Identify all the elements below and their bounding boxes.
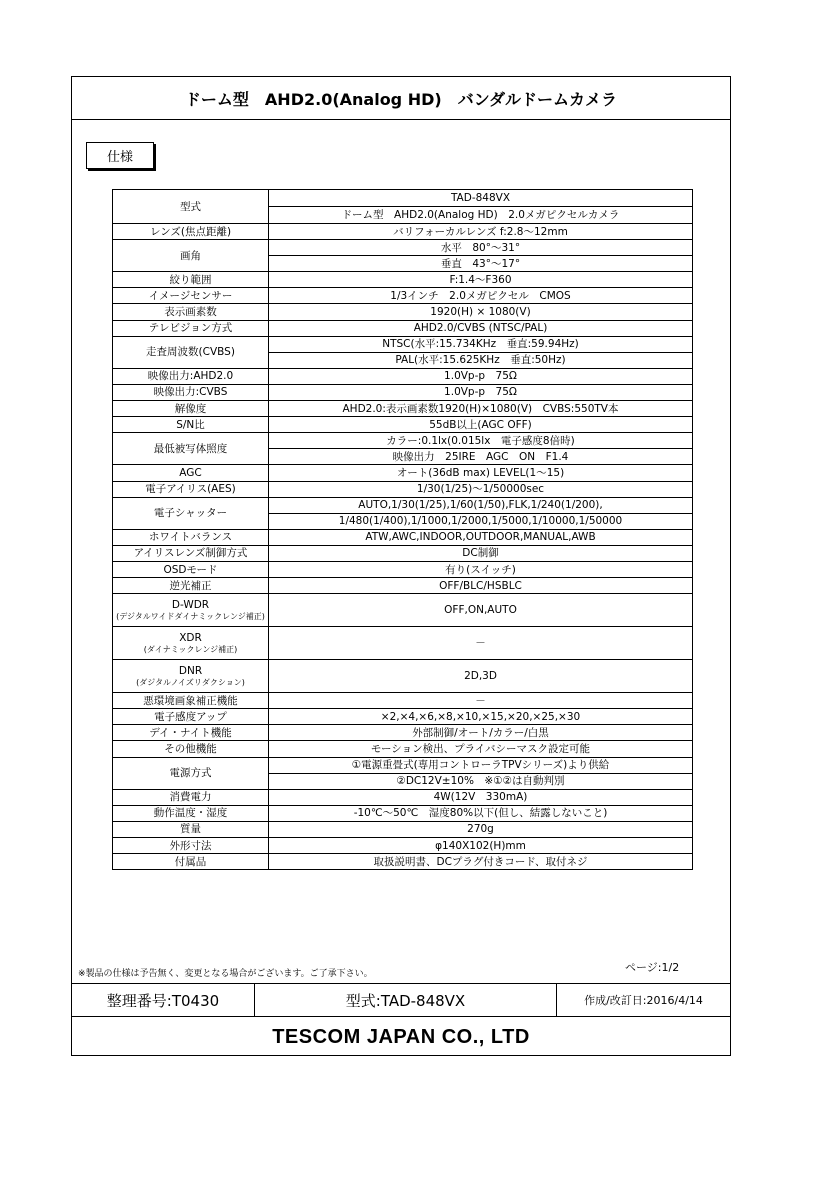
spec-key: [113, 821, 269, 837]
spec-key: [113, 757, 269, 789]
spec-key-label: 外形寸法: [169, 839, 212, 852]
disclaimer-note: ※製品の仕様は予告無く、変更となる場合がございます。ご了承下さい。: [78, 969, 373, 979]
spec-key: [113, 838, 269, 854]
spec-row: [113, 433, 693, 449]
document-frame: [71, 76, 731, 1056]
spec-key-label: XDR: [179, 632, 202, 645]
reference-number: 整理番号:T0430: [72, 984, 255, 1016]
spec-value: OFF/BLC/HSBLC: [269, 578, 693, 594]
spec-value: 取扱説明書、DCプラグ付きコード、取付ネジ: [269, 854, 693, 870]
spec-value: AHD2.0/CVBS (NTSC/PAL): [269, 320, 693, 336]
spec-row: [113, 578, 693, 594]
spec-value: AHD2.0:表示画素数1920(H)×1080(V) CVBS:550TV本: [269, 401, 693, 417]
footer-model: 型式:TAD-848VX: [255, 984, 557, 1016]
spec-key-label: 電子感度アップ: [154, 710, 227, 723]
spec-value: カラー:0.1lx(0.015lx 電子感度8倍時): [269, 433, 693, 449]
spec-table: [112, 189, 693, 870]
spec-row: [113, 693, 693, 709]
spec-key: [113, 401, 269, 417]
spec-key-label: 走査周波数(CVBS): [146, 346, 235, 359]
spec-key-label: デイ・ナイト機能: [149, 726, 232, 739]
spec-value: 外部制御/オート/カラー/白黒: [269, 725, 693, 741]
spec-row: [113, 627, 693, 660]
spec-value: 1/3インチ 2.0メガピクセル CMOS: [269, 288, 693, 304]
spec-key-sublabel: (ダジタルノイズリダクション): [136, 678, 245, 688]
spec-key: [113, 304, 269, 320]
spec-value: ②DC12V±10% ※①②は自動判別: [269, 773, 693, 789]
spec-value: 55dB以上(AGC OFF): [269, 417, 693, 433]
spec-row: [113, 497, 693, 513]
spec-row: [113, 417, 693, 433]
spec-value: バリフォーカルレンズ f:2.8～12mm: [269, 224, 693, 240]
spec-key-label: OSDモード: [163, 563, 218, 576]
spec-key: [113, 320, 269, 336]
spec-key-label: 電子シャッター: [153, 507, 228, 520]
spec-value: ドーム型 AHD2.0(Analog HD) 2.0メガピクセルカメラ: [269, 207, 693, 224]
spec-key-label: 消費電力: [169, 791, 212, 804]
spec-value: F:1.4～F360: [269, 272, 693, 288]
spec-key: [113, 789, 269, 805]
spec-row: [113, 481, 693, 497]
spec-key: [113, 288, 269, 304]
spec-key-label: アイリスレンズ制御方式: [133, 547, 248, 560]
spec-row: [113, 838, 693, 854]
spec-row: [113, 190, 693, 207]
spec-key-label: レンズ(焦点距離): [149, 225, 232, 238]
spec-key-label: DNR: [178, 665, 203, 678]
spec-key: [113, 578, 269, 594]
spec-key-label: イメージセンサー: [148, 289, 233, 302]
spec-value: 水平 80°～31°: [269, 240, 693, 256]
spec-row: [113, 336, 693, 352]
spec-value: 1/30(1/25)～1/50000sec: [269, 481, 693, 497]
spec-value: 垂直 43°～17°: [269, 256, 693, 272]
spec-key-label: 最低被写体照度: [153, 442, 228, 455]
spec-row: [113, 789, 693, 805]
spec-key: [113, 660, 269, 693]
spec-key-label: 解像度: [174, 402, 207, 415]
spec-row: [113, 304, 693, 320]
spec-row: [113, 757, 693, 773]
spec-value: －: [269, 627, 693, 660]
spec-key-label: 映像出力:CVBS: [153, 386, 228, 399]
page-number: ページ:1/2: [625, 961, 680, 974]
revision-date: 作成/改訂日:2016/4/14: [584, 994, 703, 1007]
spec-row: [113, 741, 693, 757]
spec-key: [113, 545, 269, 561]
spec-key: [113, 594, 269, 627]
spec-value: 4W(12V 330mA): [269, 789, 693, 805]
spec-key-label: AGC: [179, 466, 202, 479]
spec-value: 1.0Vp-p 75Ω: [269, 384, 693, 400]
spec-key: [113, 368, 269, 384]
spec-row: [113, 821, 693, 837]
spec-row: [113, 709, 693, 725]
spec-row: [113, 561, 693, 577]
spec-value: 1/480(1/400),1/1000,1/2000,1/5000,1/10000,1/50000: [269, 513, 693, 529]
spec-value: －: [269, 693, 693, 709]
spec-key-label: テレビジョン方式: [148, 322, 233, 335]
spec-key: [113, 433, 269, 465]
spec-key-label: 質量: [180, 823, 201, 836]
spec-row: [113, 384, 693, 400]
spec-value: PAL(水平:15.625KHz 垂直:50Hz): [269, 352, 693, 368]
spec-value: DC制御: [269, 545, 693, 561]
company-name: TESCOM JAPAN CO., LTD: [272, 1025, 530, 1048]
spec-key: [113, 224, 269, 240]
spec-key: [113, 190, 269, 224]
section-label: 仕様: [86, 142, 154, 169]
spec-value: 270g: [269, 821, 693, 837]
spec-key-label: 動作温度・湿度: [153, 807, 228, 820]
spec-row: [113, 240, 693, 256]
spec-key-label: S/N比: [176, 418, 205, 431]
spec-key-label: 付属品: [174, 855, 207, 868]
spec-key: [113, 417, 269, 433]
spec-key: [113, 627, 269, 660]
spec-value: φ140X102(H)mm: [269, 838, 693, 854]
spec-row: [113, 320, 693, 336]
spec-key-label: 電源方式: [169, 767, 212, 780]
spec-key-label: 電子アイリス(AES): [145, 483, 236, 496]
spec-value: オート(36dB max) LEVEL(1～15): [269, 465, 693, 481]
spec-value: -10℃～50℃ 湿度80%以下(但し、結露しないこと): [269, 805, 693, 821]
spec-key-label: ホワイトバランス: [148, 531, 233, 544]
spec-row: [113, 224, 693, 240]
spec-key-label: 映像出力:AHD2.0: [147, 370, 234, 383]
spec-key-label: 表示画素数: [164, 306, 217, 319]
spec-value: 有り(スイッチ): [269, 561, 693, 577]
spec-key-label: 画角: [180, 249, 201, 262]
spec-row: [113, 594, 693, 627]
spec-value: NTSC(水平:15.734KHz 垂直:59.94Hz): [269, 336, 693, 352]
spec-key: [113, 805, 269, 821]
spec-row: [113, 660, 693, 693]
spec-key: [113, 529, 269, 545]
spec-value: OFF,ON,AUTO: [269, 594, 693, 627]
spec-row: [113, 854, 693, 870]
spec-value: 1.0Vp-p 75Ω: [269, 368, 693, 384]
spec-row: [113, 529, 693, 545]
spec-value: ×2,×4,×6,×8,×10,×15,×20,×25,×30: [269, 709, 693, 725]
spec-key-sublabel: (ダイナミックレンジ補正): [143, 645, 238, 655]
spec-key: [113, 336, 269, 368]
spec-key: [113, 854, 269, 870]
spec-key: [113, 384, 269, 400]
spec-value: 1920(H) × 1080(V): [269, 304, 693, 320]
spec-value: ATW,AWC,INDOOR,OUTDOOR,MANUAL,AWB: [269, 529, 693, 545]
spec-key: [113, 465, 269, 481]
spec-key: [113, 240, 269, 272]
spec-key: [113, 709, 269, 725]
spec-key: [113, 561, 269, 577]
spec-key-label: その他機能: [164, 742, 217, 755]
spec-key: [113, 693, 269, 709]
spec-key-label: 逆光補正: [169, 579, 212, 592]
spec-row: [113, 465, 693, 481]
spec-key-label: D-WDR: [171, 599, 210, 612]
spec-value: ①電源重畳式(専用コントローラTPVシリーズ)より供給: [269, 757, 693, 773]
spec-value: AUTO,1/30(1/25),1/60(1/50),FLK,1/240(1/200),: [269, 497, 693, 513]
spec-value: TAD-848VX: [269, 190, 693, 207]
spec-key: [113, 481, 269, 497]
spec-row: [113, 545, 693, 561]
spec-key: [113, 272, 269, 288]
spec-key-label: 悪環境画象補正機能: [143, 694, 238, 707]
spec-key: [113, 725, 269, 741]
spec-row: [113, 805, 693, 821]
spec-key: [113, 497, 269, 529]
spec-value: 映像出力 25IRE AGC ON F1.4: [269, 449, 693, 465]
spec-value: 2D,3D: [269, 660, 693, 693]
spec-row: [113, 725, 693, 741]
spec-key-label: 絞り範囲: [169, 273, 212, 286]
spec-key-sublabel: (デジタルワイドダイナミックレンジ補正): [116, 612, 265, 622]
spec-key-label: 型式: [180, 200, 201, 213]
footer-bar: [72, 983, 730, 1017]
spec-key: [113, 741, 269, 757]
spec-value: モーション検出、プライバシーマスク設定可能: [269, 741, 693, 757]
spec-row: [113, 288, 693, 304]
spec-row: [113, 368, 693, 384]
document-title: ドーム型 AHD2.0(Analog HD) バンダルドームカメラ: [72, 77, 730, 120]
spec-row: [113, 272, 693, 288]
spec-row: [113, 401, 693, 417]
